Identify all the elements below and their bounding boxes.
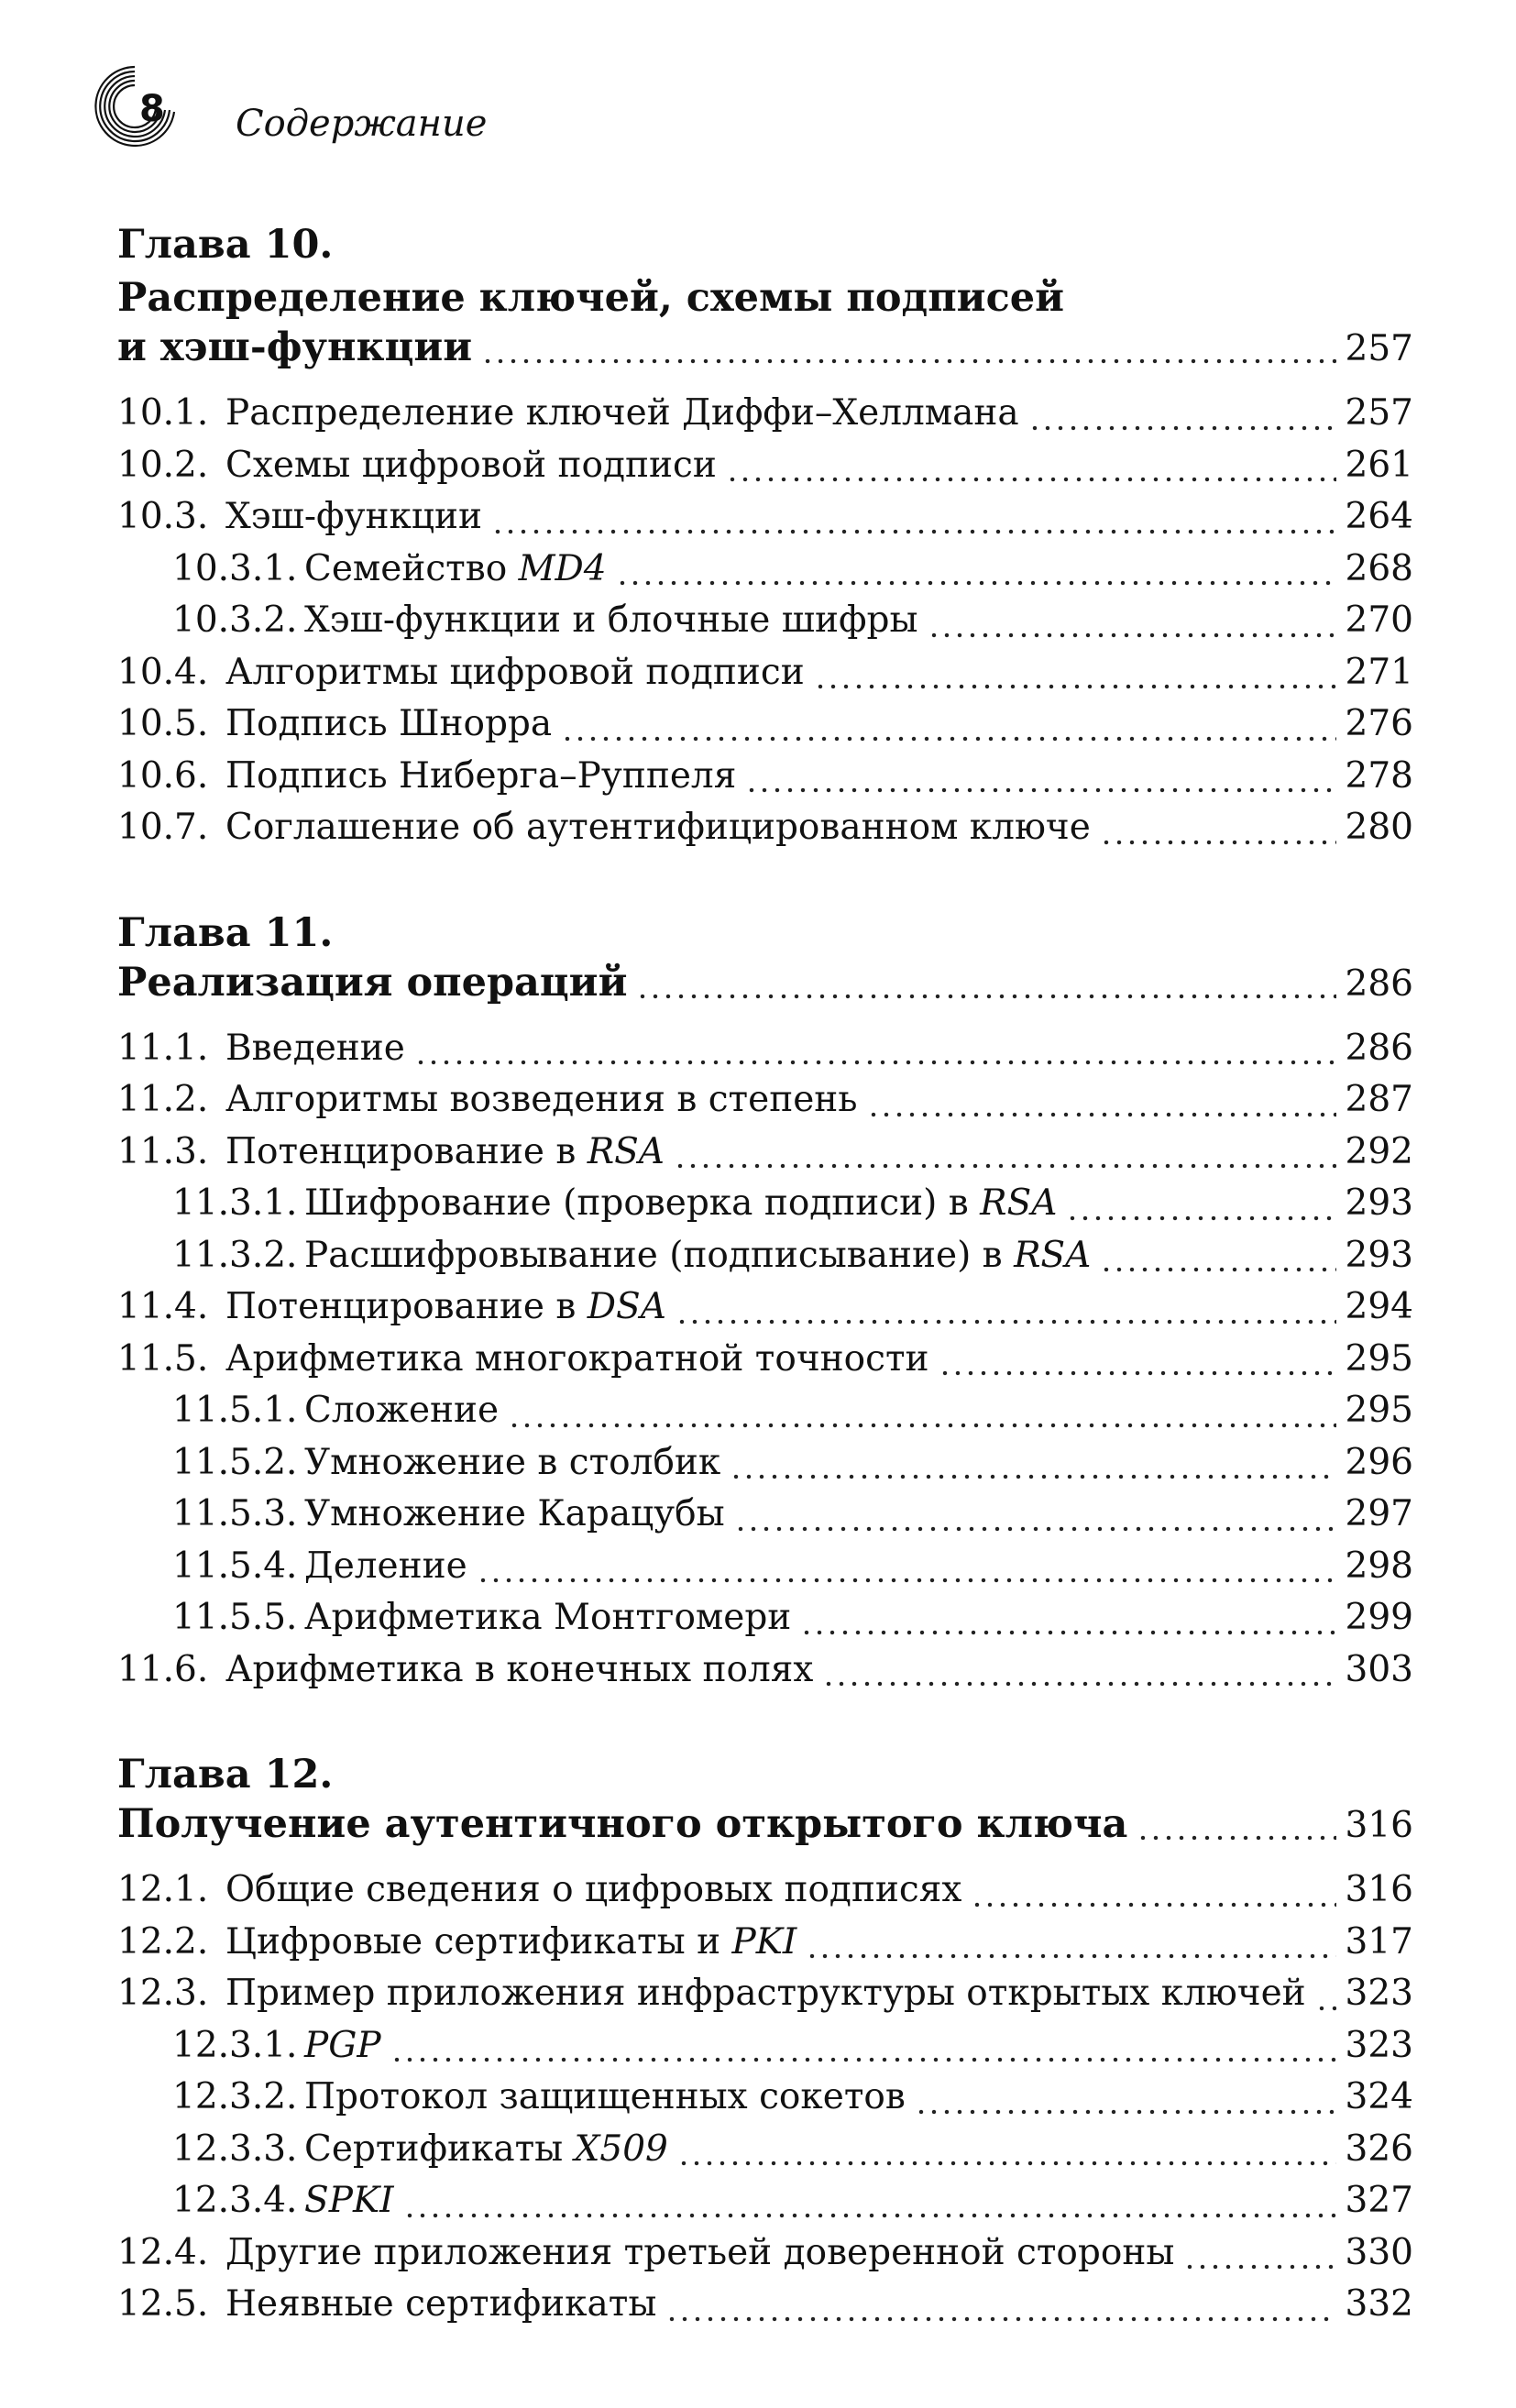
entry-page: 316 [1345, 1869, 1413, 1910]
entry-number: 11.4. [117, 1286, 209, 1327]
entry-number: 12.3.1. [172, 2024, 298, 2066]
entry-title [304, 599, 918, 641]
entry-text: Потенцирование в [225, 1130, 577, 1172]
entry-text: Хэш-функции и блочные шифры [304, 599, 918, 641]
table-of-contents [117, 218, 1413, 2383]
chapter-title: Получение аутентичного открытого ключа [117, 1801, 1128, 1847]
leader-dots [677, 2157, 1336, 2168]
leader-dots [1100, 1263, 1335, 1274]
leader-dots [734, 1523, 1336, 1534]
entry-page: 293 [1345, 1182, 1413, 1224]
entry-text: Протокол защищенных сокетов [304, 2076, 906, 2117]
entry-text: Арифметика в конечных полях [225, 1648, 814, 1690]
entry-page: 295 [1345, 1337, 1413, 1380]
entry-title [304, 1545, 467, 1587]
entry-text: Сложение [304, 1390, 500, 1431]
spacer [117, 1854, 1413, 1869]
entry-text: Алгоритмы возведения в степень [225, 1079, 858, 1120]
toc-entry[interactable] [117, 1338, 1413, 1391]
entry-title [304, 1597, 791, 1638]
entry-text: Соглашение об аутентифицированном ключе [225, 807, 1091, 848]
entry-italic-term: X509 [574, 2128, 668, 2170]
entry-title [304, 2128, 668, 2170]
chapter-page: 257 [1345, 328, 1413, 369]
entry-text: Потенцирование в [225, 1286, 577, 1327]
entry-text: Общие сведения о цифровых подписях [225, 1869, 962, 1910]
entry-page: 298 [1345, 1545, 1413, 1587]
chapter-page: 316 [1345, 1805, 1413, 1846]
toc-entry[interactable] [117, 496, 1413, 548]
entry-title [225, 652, 805, 693]
leader-dots [561, 732, 1335, 743]
spacer [117, 1013, 1413, 1028]
toc-entry[interactable] [117, 548, 1413, 600]
entry-number: 12.5. [117, 2283, 209, 2325]
chapter-title-line: Распределение ключей, схемы подписей [117, 275, 1065, 321]
entry-number: 11.5.4. [172, 1545, 298, 1587]
entry-page: 278 [1345, 754, 1413, 797]
leader-dots [726, 473, 1336, 484]
entry-title [225, 755, 736, 797]
entry-italic-term: RSA [980, 1182, 1058, 1224]
spacer [117, 378, 1413, 392]
leader-dots [915, 2106, 1336, 2117]
leader-dots [477, 1574, 1336, 1585]
entry-page: 299 [1345, 1597, 1413, 1638]
entry-title [225, 2283, 656, 2325]
leader-dots [676, 1315, 1336, 1326]
toc-entry[interactable] [117, 1390, 1413, 1442]
entry-title [225, 1079, 858, 1120]
entry-number: 10.5. [117, 703, 209, 744]
toc-entry[interactable] [117, 1131, 1413, 1183]
toc-entry[interactable] [117, 652, 1413, 704]
entry-page: 261 [1345, 444, 1413, 486]
chapter-title: и хэш-функции [117, 324, 473, 370]
entry-text: Схемы цифровой подписи [225, 444, 717, 486]
leader-dots [414, 1056, 1336, 1067]
leader-dots [1183, 2260, 1335, 2271]
entry-page: 317 [1345, 1920, 1413, 1963]
leader-dots [867, 1108, 1336, 1119]
leader-dots [1066, 1212, 1335, 1223]
entry-title [304, 1493, 725, 1534]
entry-text: Арифметика Монтгомери [304, 1597, 792, 1638]
running-title: Содержание [236, 103, 488, 145]
leader-dots [508, 1419, 1335, 1430]
toc-entry[interactable] [117, 1597, 1413, 1649]
entry-page: 270 [1345, 599, 1413, 641]
entry-title [225, 445, 717, 486]
entry-italic-term: SPKI [304, 2180, 394, 2221]
entry-number: 11.5.2. [172, 1441, 298, 1483]
entry-page: 280 [1345, 807, 1413, 848]
entry-italic-term: DSA [587, 1286, 666, 1327]
toc-entry[interactable] [117, 1973, 1413, 2025]
entry-page: 296 [1345, 1441, 1413, 1483]
entry-number: 11.3.2. [172, 1234, 298, 1276]
leader-dots [1028, 422, 1336, 433]
toc-entry[interactable] [117, 2283, 1413, 2336]
toc-entry[interactable] [117, 2128, 1413, 2181]
entry-text: Пример приложения инфраструктуры открытых ключей [225, 1973, 1306, 2014]
entry-title [304, 1390, 499, 1431]
leader-dots [616, 577, 1336, 588]
toc-entry[interactable] [117, 1442, 1413, 1494]
entry-number: 10.7. [117, 807, 209, 848]
entry-text: Умножение в столбик [304, 1441, 721, 1483]
entry-title [225, 1028, 405, 1069]
entry-page: 327 [1345, 2180, 1413, 2221]
chapter-section [117, 218, 1413, 859]
entry-title [225, 1131, 665, 1172]
entry-page: 293 [1345, 1234, 1413, 1276]
entry-italic-term: PGP [304, 2024, 381, 2066]
entry-number: 12.2. [117, 1920, 209, 1963]
entry-title [225, 1649, 813, 1690]
entry-title [304, 1442, 720, 1483]
entry-italic-term: PKI [731, 1920, 797, 1963]
entry-title [304, 2025, 381, 2066]
entry-page: 292 [1345, 1130, 1413, 1172]
page-header [84, 55, 634, 156]
entry-number: 10.3.2. [172, 599, 298, 641]
leader-dots [674, 1160, 1336, 1171]
chapter-title-row [117, 960, 1413, 1013]
toc-entry[interactable] [117, 1493, 1413, 1545]
entry-number: 10.1. [117, 392, 209, 434]
chapter-title-row [117, 324, 1413, 378]
entry-number: 11.6. [117, 1648, 209, 1690]
toc-entry[interactable] [117, 445, 1413, 497]
toc-entry[interactable] [117, 1286, 1413, 1338]
entry-title [225, 1869, 961, 1910]
leader-dots [481, 355, 1335, 366]
entry-text: Деление [304, 1545, 467, 1587]
entry-number: 10.2. [117, 444, 209, 486]
entry-title [225, 2232, 1174, 2273]
entry-number: 11.3.1. [172, 1182, 298, 1224]
toc-entry[interactable] [117, 703, 1413, 755]
entry-page: 295 [1345, 1390, 1413, 1431]
entry-page: 303 [1345, 1648, 1413, 1690]
leader-dots [491, 525, 1336, 536]
page-number-swirl-icon [84, 55, 185, 156]
entry-title [225, 392, 1019, 434]
toc-entry[interactable] [117, 755, 1413, 808]
leader-dots [1137, 1831, 1335, 1842]
toc-entry[interactable] [117, 1079, 1413, 1131]
entry-page: 294 [1345, 1286, 1413, 1327]
leader-dots [745, 784, 1335, 795]
leader-dots [1100, 836, 1336, 847]
toc-entry[interactable] [117, 1649, 1413, 1701]
chapter-section [117, 1748, 1413, 2336]
toc-entry[interactable] [117, 599, 1413, 652]
entry-page: 268 [1345, 547, 1413, 589]
entry-text: Хэш-функции [225, 496, 482, 537]
page-number: 8 [139, 88, 165, 130]
chapter-section [117, 907, 1413, 1701]
toc-entry[interactable] [117, 1182, 1413, 1235]
entry-page: 297 [1345, 1493, 1413, 1534]
toc-entry[interactable] [117, 1921, 1413, 1974]
entry-italic-term: MD4 [518, 547, 607, 589]
entry-text: Семейство [304, 547, 508, 589]
leader-dots [928, 629, 1336, 640]
chapter-label: Глава 12. [117, 1752, 334, 1798]
entry-number: 10.6. [117, 754, 209, 797]
chapter-page: 286 [1345, 962, 1413, 1005]
leader-dots [800, 1626, 1335, 1637]
entry-number: 11.5.3. [172, 1493, 298, 1534]
toc-entry[interactable] [117, 392, 1413, 445]
leader-dots [814, 680, 1336, 691]
toc-entry[interactable] [117, 2076, 1413, 2128]
entry-title [225, 703, 552, 744]
entry-number: 12.3.3. [172, 2128, 298, 2170]
entry-page: 271 [1345, 651, 1413, 693]
entry-italic-term: RSA [1014, 1234, 1092, 1276]
leader-dots [822, 1677, 1335, 1688]
chapter-label: Глава 11. [117, 909, 334, 956]
leader-dots [939, 1367, 1336, 1378]
entry-text: Неявные сертификаты [225, 2283, 657, 2325]
entry-page: 323 [1345, 1973, 1413, 2014]
toc-entry[interactable] [117, 1028, 1413, 1080]
entry-italic-term: RSA [587, 1130, 665, 1172]
entry-title [225, 1921, 796, 1963]
toc-entry[interactable] [117, 2025, 1413, 2077]
toc-entry[interactable] [117, 2180, 1413, 2232]
entry-page: 330 [1345, 2231, 1413, 2273]
toc-entry[interactable] [117, 1545, 1413, 1598]
entry-text: Сертификаты [304, 2128, 564, 2170]
entry-page: 276 [1345, 703, 1413, 744]
chapter-title-row [117, 1801, 1413, 1854]
entry-number: 10.3. [117, 496, 209, 537]
leader-dots [390, 2053, 1336, 2064]
entry-title [304, 2076, 906, 2117]
entry-number: 11.1. [117, 1027, 209, 1069]
leader-dots [636, 990, 1335, 1001]
entry-title [225, 1286, 666, 1327]
entry-number: 11.5. [117, 1337, 209, 1380]
entry-text: Умножение Карацубы [304, 1493, 725, 1534]
entry-number: 12.1. [117, 1869, 209, 1910]
entry-page: 326 [1345, 2128, 1413, 2170]
toc-entry[interactable] [117, 1869, 1413, 1921]
entry-title [225, 807, 1091, 848]
entry-text: Подпись Шнорра [225, 703, 553, 744]
entry-text: Подпись Ниберга–Руппеля [225, 754, 737, 797]
entry-text: Арифметика многократной точности [225, 1337, 929, 1380]
leader-dots [971, 1898, 1335, 1909]
entry-page: 324 [1345, 2076, 1413, 2117]
entry-title [225, 1973, 1306, 2014]
entry-title [304, 2180, 394, 2221]
chapter-title: Реализация операций [117, 959, 628, 1006]
entry-number: 11.5.1. [172, 1390, 298, 1431]
entry-page: 323 [1345, 2024, 1413, 2066]
entry-number: 11.5.5. [172, 1597, 298, 1638]
entry-text: Другие приложения третьей доверенной стороны [225, 2231, 1175, 2273]
entry-page: 257 [1345, 392, 1413, 434]
entry-text: Распределение ключей Диффи–Хеллмана [225, 392, 1019, 434]
entry-title [304, 1235, 1091, 1276]
entry-title [225, 1338, 929, 1380]
entry-page: 286 [1345, 1027, 1413, 1069]
toc-entry[interactable] [117, 807, 1413, 859]
leader-dots [806, 1950, 1335, 1961]
entry-title [304, 548, 607, 589]
entry-number: 12.3.2. [172, 2076, 298, 2117]
entry-page: 332 [1345, 2283, 1413, 2325]
entry-text: Расшифровывание (подписывание) в [304, 1234, 1003, 1276]
entry-text: Алгоритмы цифровой подписи [225, 651, 805, 693]
entry-page: 287 [1345, 1079, 1413, 1120]
entry-number: 11.2. [117, 1079, 209, 1120]
toc-entry[interactable] [117, 2232, 1413, 2284]
leader-dots [403, 2209, 1336, 2220]
entry-page: 264 [1345, 496, 1413, 537]
entry-text: Введение [225, 1027, 405, 1069]
entry-title [304, 1182, 1057, 1224]
chapter-label: Глава 10. [117, 222, 334, 268]
entry-number: 12.4. [117, 2231, 209, 2273]
leader-dots [1315, 2002, 1336, 2013]
leader-dots [730, 1470, 1335, 1481]
entry-number: 10.3.1. [172, 547, 298, 589]
leader-dots [665, 2313, 1335, 2324]
entry-number: 10.4. [117, 651, 209, 693]
entry-number: 12.3. [117, 1973, 209, 2014]
entry-text: Шифрование (проверка подписи) в [304, 1182, 969, 1224]
entry-number: 12.3.4. [172, 2180, 298, 2221]
entry-number: 11.3. [117, 1130, 209, 1172]
toc-entry[interactable] [117, 1235, 1413, 1287]
entry-text: Цифровые сертификаты и [225, 1920, 721, 1963]
entry-title [225, 496, 482, 537]
